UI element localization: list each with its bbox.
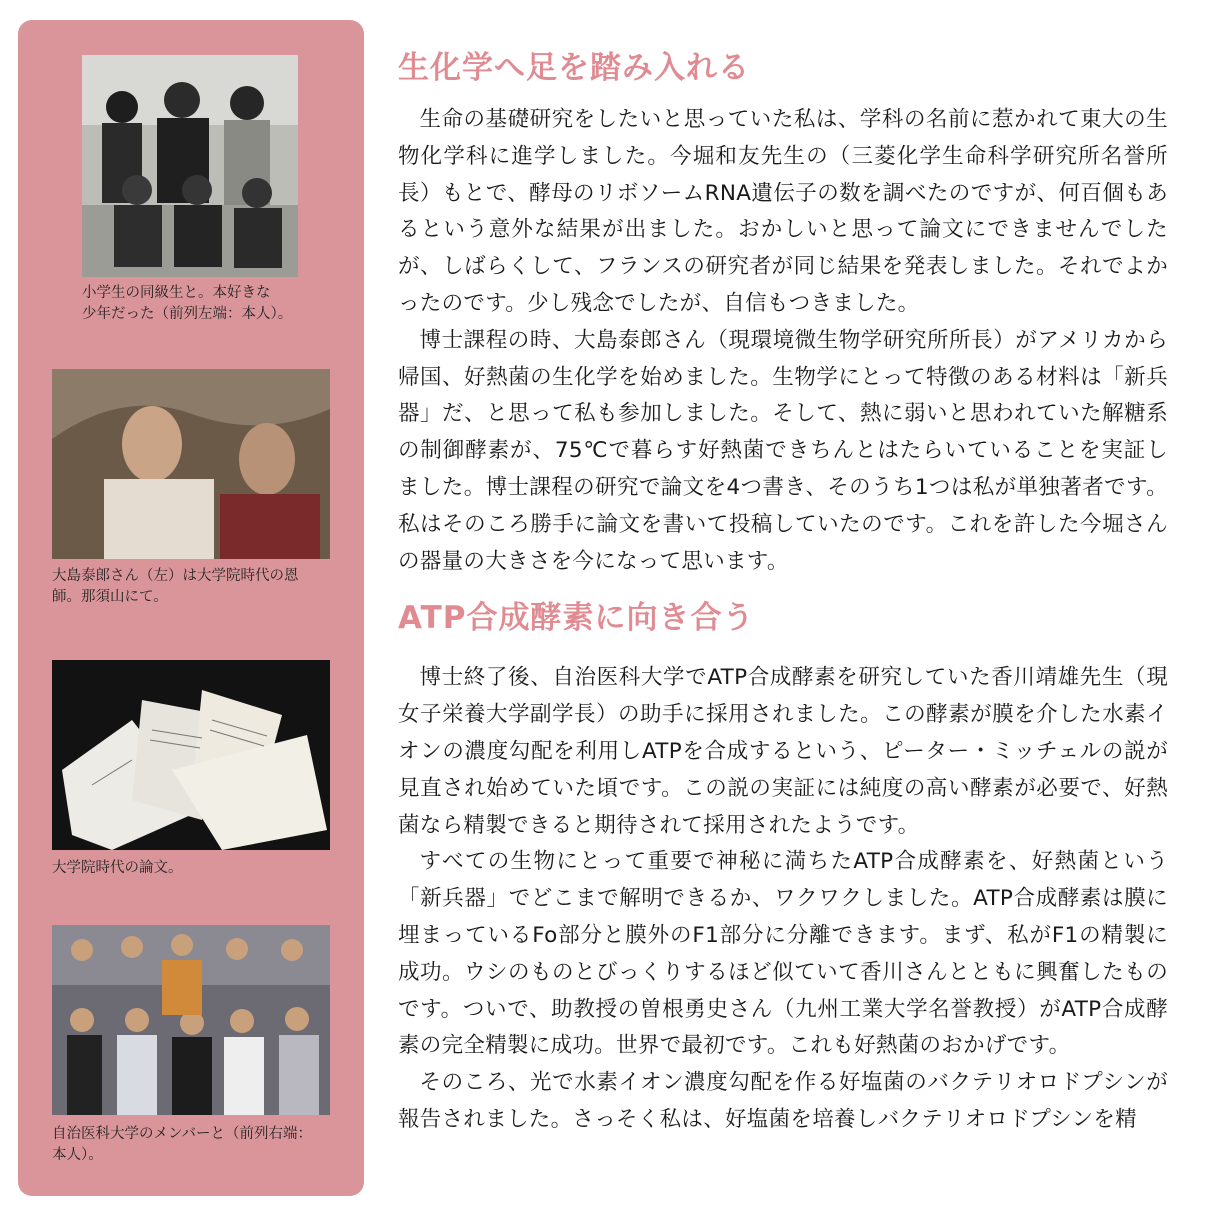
papers-image bbox=[52, 660, 330, 850]
paragraph: 生命の基礎研究をしたいと思っていた私は、学科の名前に惹かれて東大の生物化学科に進学しました。今堀和友先生の（三菱化学生命科学研究所名誉所長）もとで、酵母のリボソームRNA遺伝子の数を調べたのですが、何百個もあるという意外な結果が出ました。おかしいと思って論文にできませんでしたが、しばらくして、フランスの研究者が同じ結果を発表しました。それでよかったのです。少し残念でしたが、自信もつきました。 bbox=[398, 107, 1168, 316]
class-photo-caption: 小学生の同級生と。本好きな 少年だった（前列左端：本人）。 bbox=[82, 285, 293, 322]
section-heading-biochemistry: 生化学へ足を踏み入れる bbox=[398, 50, 750, 86]
two-men-image bbox=[52, 369, 330, 559]
paragraph: 博士課程の時、大島泰郎さん（現環境微生物学研究所所長）がアメリカから帰国、好熱菌の生化学を始めました。生物学にとって特徴のある材料は「新兵器」だ、と思って私も参加しました。そして、熱に弱いと思われていた解糖系の制御酵素が、75℃で暮らす好熱菌できちんとはたらいていることを実証しました。博士課程の研究で論文を4つ書き、そのうち1つは私が単独著者です。私はそのころ勝手に論文を書いて投稿していたのです。これを許した今堀さんの器量の大きさを今になって思います。 bbox=[398, 327, 1168, 574]
paragraph: すべての生物にとって重要で神秘に満ちたATP合成酵素を、好熱菌という「新兵器」でどこまで解明できるか、ワクワクしました。ATP合成酵素は膜に埋まっているFo部分と膜外のF1部分に分離できます。まず、私がF1の精製に成功。ウシのものとびっくりするほど似ていて香川さんとともに興奮したものです。ついで、助教授の曽根勇史さん（九州工業大学名誉教授）がATP合成酵素の完全精製に成功。世界で最初です。これも好熱菌のおかげです。 bbox=[398, 849, 1168, 1059]
two-men-photo-icon bbox=[52, 369, 330, 559]
papers-photo-icon bbox=[52, 660, 330, 850]
class-photo-icon bbox=[82, 55, 298, 277]
group-image bbox=[52, 925, 330, 1115]
group-caption: 自治医科大学のメンバーと（前列右端： 本人）。 bbox=[52, 1126, 312, 1163]
section-heading-atp-synthase: ATP合成酵素に向き合う bbox=[398, 600, 755, 637]
class-photo-image bbox=[82, 55, 298, 277]
papers-caption: 大学院時代の論文。 bbox=[52, 860, 183, 876]
article bbox=[398, 48, 1168, 1139]
group-photo-icon bbox=[52, 925, 330, 1115]
paragraph: 博士終了後、自治医科大学でATP合成酵素を研究していた香川靖雄先生（現女子栄養大学副学長）の助手に採用されました。この酵素が膜を介した水素イオンの濃度勾配を利用しATPを合成するという、ピーター・ミッチェルの説が見直され始めていた頃です。この説の実証には純度の高い酵素が必要で、好熱菌なら精製できると期待されて採用されたようです。 bbox=[398, 665, 1168, 838]
paragraph: そのころ、光で水素イオン濃度勾配を作る好塩菌のバクテリオロドプシンが報告されました。さっそく私は、好塩菌を培養しバクテリオロドプシンを精 bbox=[398, 1070, 1168, 1132]
two-men-caption: 大島泰郎さん（左）は大学院時代の恩 師。那須山にて。 bbox=[52, 568, 299, 605]
